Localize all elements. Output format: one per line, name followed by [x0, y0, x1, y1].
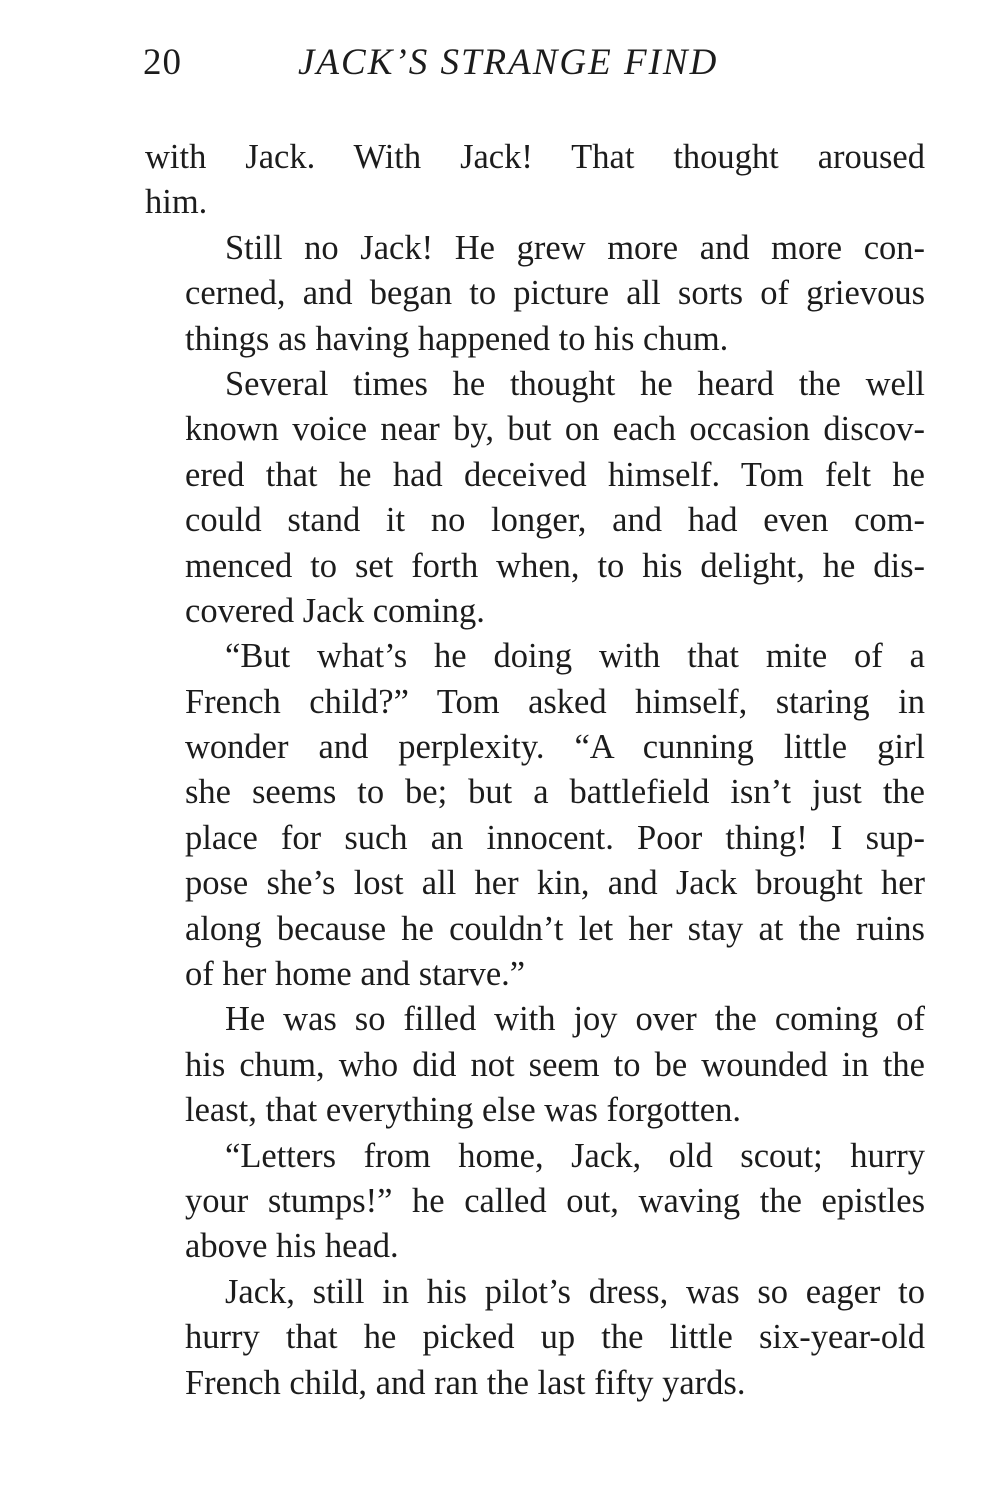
- paragraph: [145, 634, 925, 997]
- text-line: she seems to be; but a battlefield isn’t just the: [185, 773, 925, 812]
- text-line: known voice near by, but on each occasion discov-: [185, 410, 925, 449]
- running-header: [143, 38, 933, 88]
- text-line: Still no Jack! He grew more and more con-: [225, 228, 925, 267]
- text-line: hurry that he picked up the little six-year-old: [185, 1318, 925, 1357]
- text-line: cerned, and began to picture all sorts of grievous: [185, 274, 925, 313]
- paragraph: [145, 997, 925, 1133]
- paragraph: [145, 135, 925, 226]
- text-line: French child?” Tom asked himself, staring in: [185, 682, 925, 721]
- paragraph: [145, 1270, 925, 1406]
- paragraph: [145, 1134, 925, 1270]
- text-line: along because he couldn’t let her stay at the ruins: [185, 909, 925, 948]
- text-line: pose she’s lost all her kin, and Jack brought her: [185, 864, 925, 903]
- text-line: above his head.: [185, 1227, 399, 1266]
- page-number: 20: [143, 42, 182, 83]
- text-line: least, that everything else was forgotten.: [185, 1091, 741, 1130]
- paragraph: [145, 362, 925, 634]
- text-line: things as having happened to his chum.: [185, 319, 729, 358]
- text-line: Several times he thought he heard the well: [225, 364, 925, 403]
- text-line: him.: [145, 183, 208, 222]
- text-line: menced to set forth when, to his delight, he dis-: [185, 546, 925, 585]
- paragraph: [145, 226, 925, 362]
- text-line: He was so filled with joy over the coming of: [225, 1000, 925, 1039]
- text-line: with Jack. With Jack! That thought aroused: [145, 138, 925, 176]
- text-line: ered that he had deceived himself. Tom felt he: [185, 455, 925, 494]
- text-line: his chum, who did not seem to be wounded in the: [185, 1045, 925, 1084]
- text-line: Jack, still in his pilot’s dress, was so eager to: [225, 1272, 925, 1311]
- text-line: covered Jack coming.: [185, 591, 485, 630]
- text-line: of her home and starve.”: [185, 955, 526, 994]
- text-line: your stumps!” he called out, waving the epistles: [185, 1181, 925, 1220]
- running-title: JACK’S STRANGE FIND: [298, 42, 719, 83]
- text-line: could stand it no longer, and had even com-: [185, 501, 925, 540]
- text-line: “But what’s he doing with that mite of a: [225, 637, 925, 676]
- text-line: French child, and ran the last fifty yards.: [185, 1363, 746, 1402]
- text-line: “Letters from home, Jack, old scout; hurry: [225, 1136, 925, 1175]
- text-line: place for such an innocent. Poor thing! I sup-: [185, 818, 925, 857]
- body-text: [145, 135, 925, 1406]
- text-line: wonder and perplexity. “A cunning little girl: [185, 728, 925, 767]
